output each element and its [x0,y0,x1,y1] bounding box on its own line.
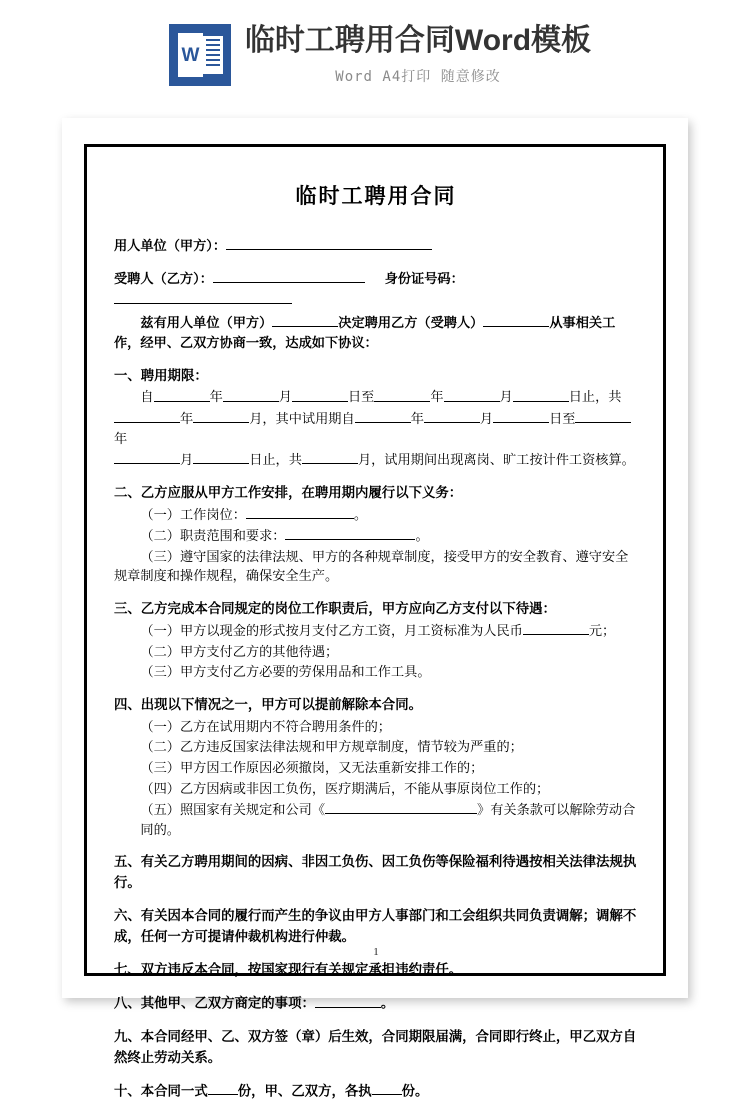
section-2 [114,483,638,586]
section-2-item-2 [114,526,638,546]
dl-year: 年 [209,389,223,405]
s8-blank-other-terms[interactable] [315,993,381,1007]
section-7 [114,960,638,980]
doc-line [206,49,220,51]
s2i1-prefix: （一）工作岗位： [140,506,246,522]
preamble-blank-employee[interactable] [483,313,549,327]
word-icon-letter: W [181,44,200,66]
section-4-item-3: （三）甲方因工作原因必须撤岗，又无法重新安排工作的； [140,760,484,776]
section-1-dateline-3 [114,450,638,470]
s10-part-a: 十、本合同一式 [114,1083,208,1099]
banner-text-block [245,24,591,86]
section-1-heading: 一、聘用期限： [114,368,208,384]
section-4-item-5 [114,800,638,840]
dl-year5: 年 [114,430,128,446]
section-2-item-1 [114,505,638,525]
preamble-blank-employer[interactable] [272,313,338,327]
dl-blank-day-end[interactable] [513,387,569,401]
section-3-item-2: （二）甲方支付乙方的其他待遇； [140,643,339,659]
doc-line [206,39,220,41]
page-number: 1 [373,946,379,958]
s8-suffix: 。 [380,995,395,1011]
dl-blank-month-end[interactable] [444,387,500,401]
dl-month: 月 [278,389,292,405]
s3i1-prefix: （一）甲方以现金的形式按月支付乙方工资，月工资标准为人民币 [140,622,523,638]
dl-blank-prob-year[interactable] [355,409,411,423]
section-8 [114,993,638,1014]
s10-part-c: 份。 [401,1083,429,1099]
dl-blank-month-start[interactable] [223,387,279,401]
preamble-part-b: 决定聘用乙方（受聘人） [338,314,484,330]
s10-part-b: 份，甲、乙双方，各执 [237,1083,372,1099]
word-icon-document-lines [203,36,223,74]
field-employee-row [114,269,638,310]
field-id-label: 身份证号码： [384,271,464,287]
s4i5-blank-policy[interactable] [325,800,477,814]
section-5-heading: 五、有关乙方聘用期间的因病、非因工负伤、因工负伤等保险福利待遇按相关法律法规执行。 [114,854,637,890]
section-10-heading [114,1081,638,1102]
dl-blank-total-months[interactable] [193,409,249,423]
preamble-part-a: 兹有用人单位（甲方） [140,314,273,330]
doc-line [206,64,220,66]
s4i5-prefix: （五）照国家有关规定和公司《 [140,801,326,817]
dl-blank-prob-end-month[interactable] [114,450,180,464]
dl-blank-prob-end-year[interactable] [575,409,631,423]
document-page [62,118,688,1099]
dl-year4: 年 [410,410,424,426]
dl-stop2: 日止，共 [249,452,302,468]
section-6-heading: 六、有关因本合同的履行而产生的争议由甲方人事部门和工会组织共同负责调解；调解不成，任何一方可提请仲裁机构进行仲裁。 [114,908,637,944]
dl-year2: 年 [430,389,444,405]
section-9 [114,1027,638,1068]
preamble-paragraph [114,313,638,353]
field-employer-row [114,236,638,256]
s2i2-blank[interactable] [285,526,415,540]
dl-year3: 年 [180,410,194,426]
section-4-item-4: （四）乙方因病或非因工负伤，医疗期满后，不能从事原岗位工作的； [140,780,550,796]
section-2-heading: 二、乙方应服从甲方工作安排，在聘用期内履行以下义务： [114,485,463,501]
dl-blank-prob-day[interactable] [493,409,549,423]
s10-blank-copies-total[interactable] [208,1081,238,1095]
document-page-wrapper [62,118,688,1099]
dl-blank-prob-end-day[interactable] [193,450,249,464]
word-app-icon [169,24,231,86]
dl-blank-year-start[interactable] [154,387,210,401]
section-8-heading [114,993,638,1014]
dl-blank-total-years[interactable] [114,409,180,423]
dl-to: 日至 [347,389,375,405]
doc-line [206,59,220,61]
banner-subtitle: Word A4打印 随意修改 [335,68,501,85]
section-7-heading: 七、双方违反本合同，按国家现行有关规定承担违约责任。 [114,961,463,977]
doc-line [206,54,220,56]
dl-blank-prob-month[interactable] [424,409,480,423]
section-4-item-1: （一）乙方在试用期内不符合聘用条件的； [140,718,391,734]
s3i1-blank-salary[interactable] [523,621,589,635]
dl-month4: 月 [180,452,194,468]
section-4 [114,695,638,839]
doc-line [206,44,220,46]
section-1 [114,366,638,470]
section-3-item-3: （三）甲方支付乙方必要的劳保用品和工作工具。 [140,664,431,680]
document-title: 临时工聘用合同 [295,184,457,208]
section-6 [114,906,638,947]
section-1-dateline-1 [114,387,638,407]
s2i1-blank[interactable] [246,505,354,519]
section-3-item-1 [114,621,638,641]
section-9-heading: 九、本合同经甲、乙、双方签（章）后生效，合同期限届满，合同即行终止，甲乙双方自然终止劳动关系。 [114,1029,637,1065]
s2i2-suffix: 。 [415,527,429,543]
preamble-part-c: 从事相关工作，经甲、乙双方协商一致，达成如下协议： [114,314,616,350]
section-4-heading: 四、出现以下情况之一，甲方可以提前解除本合同。 [114,697,422,713]
banner-title: 临时工聘用合同Word模板 [244,24,592,58]
section-1-dateline-2 [114,409,638,449]
s10-blank-copies-each[interactable] [372,1081,402,1095]
dl-blank-prob-total[interactable] [302,450,358,464]
dl-month3: 月 [479,410,494,426]
s2i2-prefix: （二）职责范围和要求： [140,527,286,543]
dl-blank-day-start[interactable] [292,387,348,401]
banner-inner [169,24,591,86]
s8-prefix: 八、其他甲、乙双方商定的事项： [114,995,315,1011]
s3i1-suffix: 元； [588,622,616,638]
s4i5-suffix: 》有关条款可以解除劳动合同的。 [140,801,636,837]
dl-probation: 月，其中试用期自 [249,410,355,426]
document-content [114,168,638,1099]
section-2-item-3: （三）遵守国家的法律法规、甲方的各种规章制度，接受甲方的安全教育、遵守安全规章制度和操作规程，确保安全生产。 [114,548,629,584]
dl-stop: 日止，共 [568,389,622,405]
dl-self: 自 [140,389,154,405]
dl-blank-year-end[interactable] [374,387,430,401]
field-id-blank[interactable] [114,290,292,304]
dl-tail: 月，试用期间出现离岗、旷工按计件工资核算。 [357,452,635,468]
dl-to2: 日至 [549,410,576,426]
section-10 [114,1081,638,1102]
field-employee-blank[interactable] [213,269,365,283]
field-employee-label: 受聘人（乙方）： [114,271,213,287]
section-4-item-2: （二）乙方违反国家法律法规和甲方规章制度，情节较为严重的； [140,739,523,755]
header-banner [0,0,750,110]
section-3-heading: 三、乙方完成本合同规定的岗位工作职责后，甲方应向乙方支付以下待遇： [114,601,556,617]
dl-month2: 月 [499,389,513,405]
field-employer-label: 用人单位（甲方）： [114,238,227,254]
section-5 [114,852,638,893]
field-employer-blank[interactable] [226,236,432,250]
section-3 [114,599,638,682]
s2i1-suffix: 。 [353,506,368,522]
